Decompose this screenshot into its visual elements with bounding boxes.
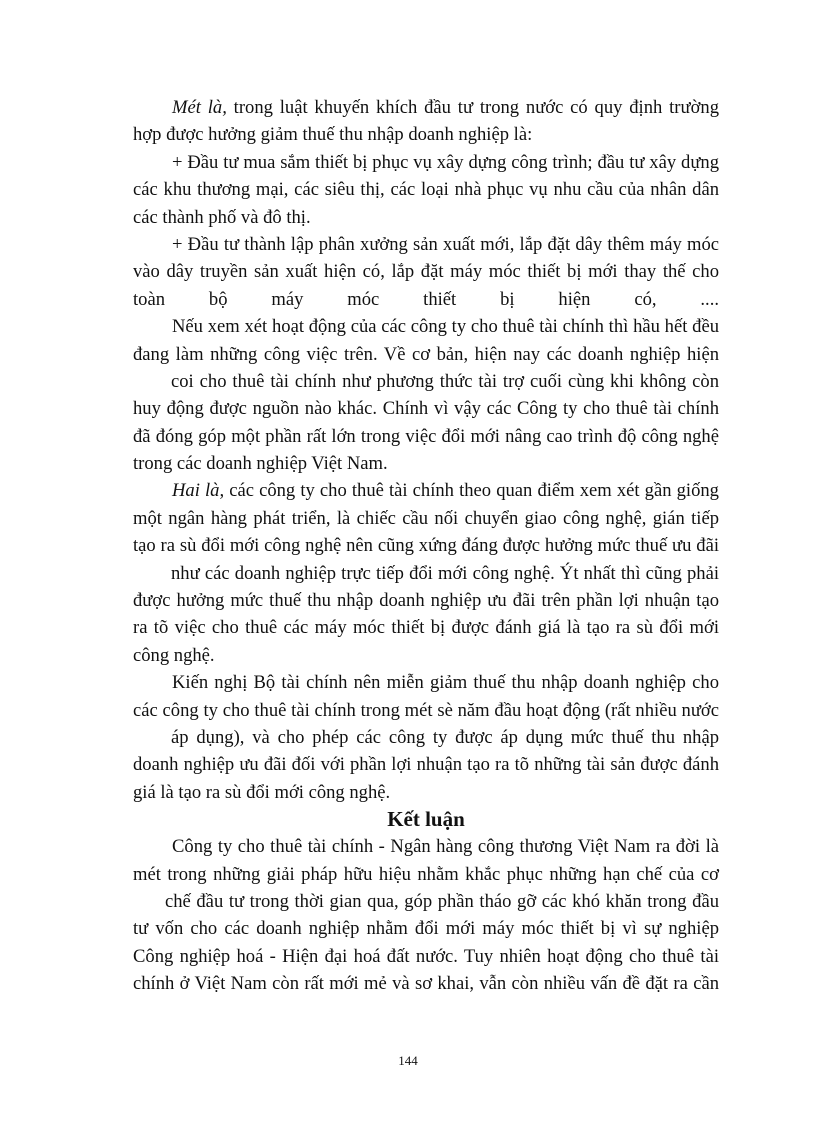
paragraph-line: công nghệ. — [133, 644, 215, 666]
paragraph-line: ra tõ việc cho thuê các máy móc thiết bị được đánh giá là tạo ra sù đổi mới — [133, 617, 719, 639]
paragraph-line: một ngân hàng phát triển, là chiếc cầu nối chuyển giao công nghệ, gián tiếp — [133, 507, 719, 529]
paragraph-line: coi cho thuê tài chính như phương thức tài trợ cuối cùng khi không còn — [171, 370, 719, 392]
paragraph-line: doanh nghiệp ưu đãi đối với phần lợi nhuận tạo ra tõ những tài sản được đánh — [133, 754, 719, 776]
paragraph-line: tư vốn cho các doanh nghiệp nhằm đổi mới máy móc thiết bị vì sự nghiệp — [133, 918, 719, 940]
paragraph-line: các thành phố và đô thị. — [133, 206, 311, 228]
lead-phrase: Mét là, — [172, 97, 227, 118]
paragraph-line: giá là tạo ra sù đổi mới công nghệ. — [133, 781, 391, 803]
paragraph-line: áp dụng), và cho phép các công ty được áp dụng mức thuế thu nhập — [171, 726, 719, 748]
paragraph-line: Hai là, các công ty cho thuê tài chính theo quan điểm xem xét gần giống — [172, 480, 719, 502]
paragraph-line: Kiến nghị Bộ tài chính nên miễn giảm thuế thu nhập doanh nghiệp cho — [172, 672, 719, 694]
paragraph-line: được hưởng mức thuế thu nhập doanh nghiệp ưu đãi trên phần lợi nhuận tạo — [133, 590, 719, 612]
paragraph-line: trong các doanh nghiệp Việt Nam. — [133, 453, 388, 475]
paragraph-line: chế đầu tư trong thời gian qua, góp phần tháo gỡ các khó khăn trong đầu — [165, 890, 719, 912]
paragraph-line: toàn bộ máy móc thiết bị hiện có, .... — [133, 288, 719, 310]
paragraph-line: như các doanh nghiệp trực tiếp đổi mới công nghệ. Ýt nhất thì cũng phải — [171, 562, 719, 584]
page-number: 144 — [398, 1053, 418, 1068]
paragraph-line: Mét là, trong luật khuyến khích đầu tư trong nước có quy định trường — [172, 97, 719, 118]
paragraph-line: đang làm những công việc trên. Về cơ bản, hiện nay các doanh nghiệp hiện — [133, 343, 719, 365]
paragraph-line: + Đầu tư thành lập phân xưởng sản xuất mới, lắp đặt dây thêm máy móc — [172, 233, 719, 255]
paragraph-line: mét trong những giải pháp hữu hiệu nhằm khắc phục những hạn chế của cơ — [133, 863, 719, 885]
document-body — [133, 94, 719, 998]
paragraph-line: các khu thương mại, các siêu thị, các loại nhà phục vụ nhu cầu của nhân dân — [133, 179, 719, 201]
paragraph-line: chính ở Việt Nam còn rất mới mẻ và sơ khai, vẫn còn nhiều vấn đề đặt ra cần — [133, 973, 719, 995]
paragraph-line: hợp được hưởng giảm thuế thu nhập doanh nghiệp là: — [133, 124, 533, 146]
paragraph-line: đã đóng góp một phần rất lớn trong việc đổi mới nâng cao trình độ công nghệ — [133, 425, 719, 447]
paragraph-line: huy động được nguồn nào khác. Chính vì vậy các Công ty cho thuê tài chính — [133, 398, 719, 420]
paragraph-line: Công ty cho thuê tài chính - Ngân hàng công thương Việt Nam ra đời là — [172, 836, 719, 858]
paragraph-line: các công ty cho thuê tài chính trong mét sè năm đầu hoạt động (rất nhiều nước — [133, 699, 719, 721]
paragraph-line: vào dây truyền sản xuất hiện có, lắp đặt máy móc thiết bị mới thay thế cho — [133, 261, 719, 283]
paragraph-line: Công nghiệp hoá - Hiện đại hoá đất nước. Tuy nhiên hoạt động cho thuê tài — [133, 945, 719, 967]
section-heading: Kết luận — [387, 807, 465, 832]
paragraph-line: + Đầu tư mua sắm thiết bị phục vụ xây dựng công trình; đầu tư xây dựng — [172, 151, 719, 173]
paragraph-line: tạo ra sù đổi mới công nghệ nên cũng xứng đáng được hưởng mức thuế ưu đãi — [133, 535, 719, 557]
paragraph-line: Nếu xem xét hoạt động của các công ty cho thuê tài chính thì hầu hết đều — [172, 316, 719, 338]
lead-phrase: Hai là, — [172, 480, 225, 502]
